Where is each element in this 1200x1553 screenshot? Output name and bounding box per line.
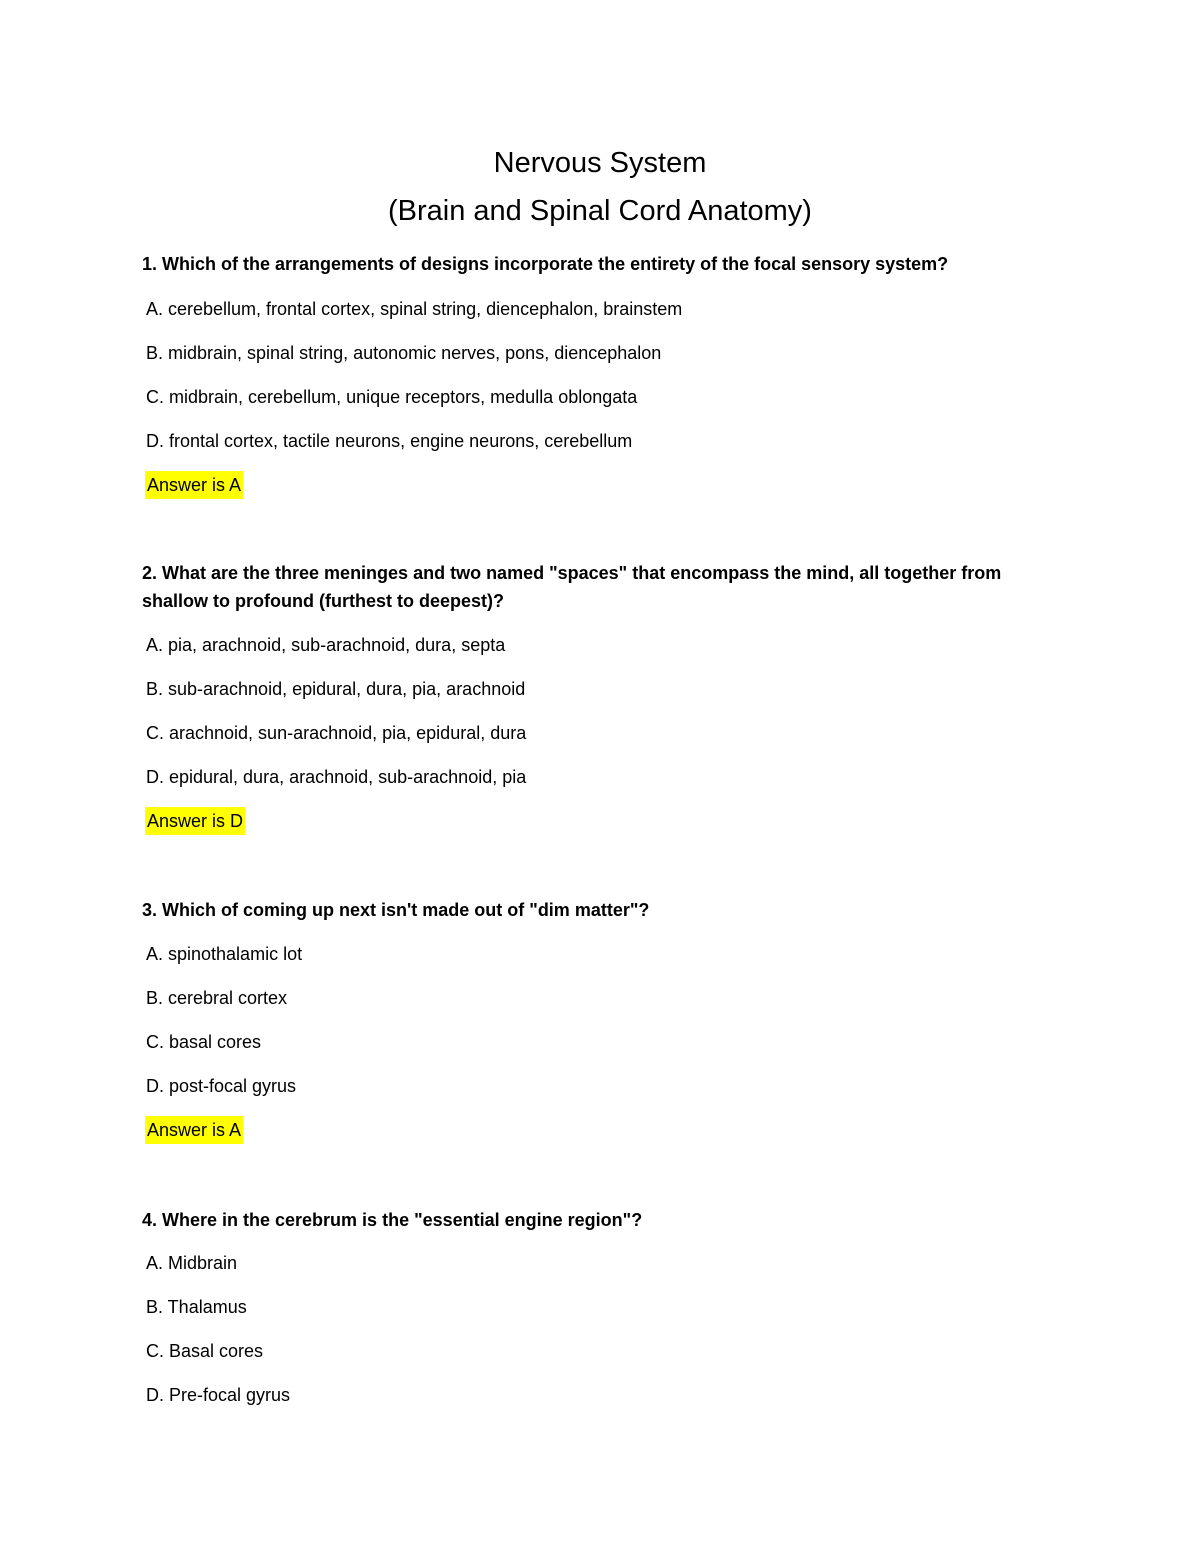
answer-option: D. post-focal gyrus [146,1076,297,1096]
answer-option: D. frontal cortex, tactile neurons, engine neurons, cerebellum [146,431,633,451]
answer-option: D. epidural, dura, arachnoid, sub-arachnoid, pia [146,767,527,787]
answer-option: B. midbrain, spinal string, autonomic nerves, pons, diencephalon [146,343,662,363]
answer-option: B. Thalamus [146,1297,247,1317]
answer-option: B. sub-arachnoid, epidural, dura, pia, arachnoid [146,679,526,699]
question-text: 1. Which of the arrangements of designs incorporate the entirety of the focal sensory system? [142,254,949,274]
answer-option: C. midbrain, cerebellum, unique receptors, medulla oblongata [146,387,638,407]
document-subtitle: (Brain and Spinal Cord Anatomy) [388,195,812,227]
answer-option: D. Pre-focal gyrus [146,1385,291,1405]
answer-option: B. cerebral cortex [146,988,288,1008]
question-text: 2. What are the three meninges and two named "spaces" that encompass the mind, all together from shallow to profound (furthest to deepest)? [142,563,1002,611]
answer-option: A. cerebellum, frontal cortex, spinal string, diencephalon, brainstem [146,299,683,319]
answer-option: A. pia, arachnoid, sub-arachnoid, dura, septa [146,635,506,655]
highlighted-answer: Answer is A [145,471,243,499]
answer-option: A. Midbrain [146,1253,238,1273]
answer-option: C. arachnoid, sun-arachnoid, pia, epidural, dura [146,723,527,743]
question-text: 4. Where in the cerebrum is the "essential engine region"? [142,1210,643,1230]
question-text: 3. Which of coming up next isn't made out of "dim matter"? [142,900,650,920]
answer-option: C. basal cores [146,1032,262,1052]
highlighted-answer: Answer is A [145,1116,243,1144]
document-title: Nervous System [493,147,707,179]
answer-option: C. Basal cores [146,1341,264,1361]
highlighted-answer: Answer is D [145,807,245,835]
answer-option: A. spinothalamic lot [146,944,303,964]
